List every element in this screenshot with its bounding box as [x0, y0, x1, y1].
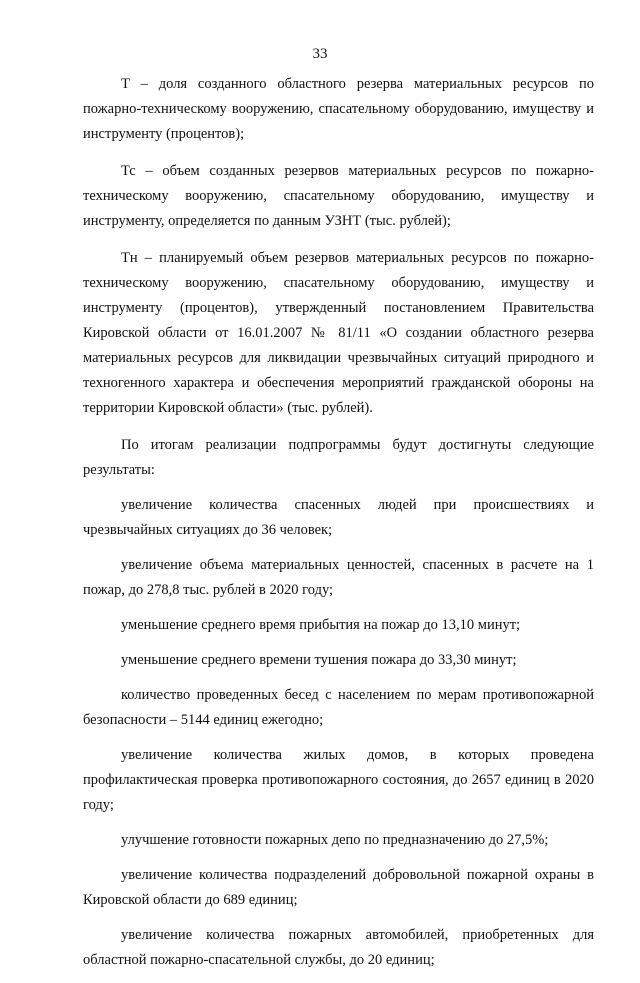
- page-number: 33: [312, 46, 328, 62]
- result-item: уменьшение среднего время прибытия на пожар до 13,10 минут;: [121, 617, 521, 633]
- document-body: [83, 72, 594, 983]
- paragraph-tn-definition: Тн – планируемый объем резервов материальных ресурсов по пожарно-техническому вооружению, спасательному оборудованию, имуществу и инструменту (процентов), утвержденный постановлением Правительства Кировской области от 16.01.2007 № 81/11 «О создании областного резерва материальных ресурсов для ликвидации чрезвычайных ситуаций природного и техногенного характера и обеспечения мероприятий гражданской обороны на территории Кировской области» (тыс. рублей).: [83, 250, 594, 416]
- result-item: увеличение количества пожарных автомобилей, приобретенных для областной пожарно-спасательной службы, до 20 единиц;: [83, 927, 594, 968]
- result-item: увеличение количества подразделений добровольной пожарной охраны в Кировской области до 689 единиц;: [83, 867, 594, 908]
- result-item: увеличение количества спасенных людей при происшествиях и чрезвычайных ситуациях до 36 человек;: [83, 497, 594, 538]
- result-item: увеличение количества жилых домов, в которых проведена профилактическая проверка противопожарного состояния, до 2657 единиц в 2020 году;: [83, 747, 594, 813]
- paragraph-results-intro: По итогам реализации подпрограммы будут достигнуты следующие результаты:: [83, 437, 594, 478]
- result-item: уменьшение среднего времени тушения пожара до 33,30 минут;: [121, 652, 517, 668]
- result-item: увеличение объема материальных ценностей, спасенных в расчете на 1 пожар, до 278,8 тыс. рублей в 2020 году;: [83, 557, 594, 598]
- result-item: количество проведенных бесед с населением по мерам противопожарной безопасности – 5144 единиц ежегодно;: [83, 687, 594, 728]
- paragraph-tc-definition: Тс – объем созданных резервов материальных ресурсов по пожарно-техническому вооружению, спасательному оборудованию, имуществу и инструменту, определяется по данным УЗНТ (тыс. рублей);: [83, 163, 594, 229]
- result-item: улучшение готовности пожарных депо по предназначению до 27,5%;: [121, 832, 549, 848]
- paragraph-t-definition: Т – доля созданного областного резерва материальных ресурсов по пожарно-техническому вооружению, спасательному оборудованию, имуществу и инструменту (процентов);: [83, 76, 594, 142]
